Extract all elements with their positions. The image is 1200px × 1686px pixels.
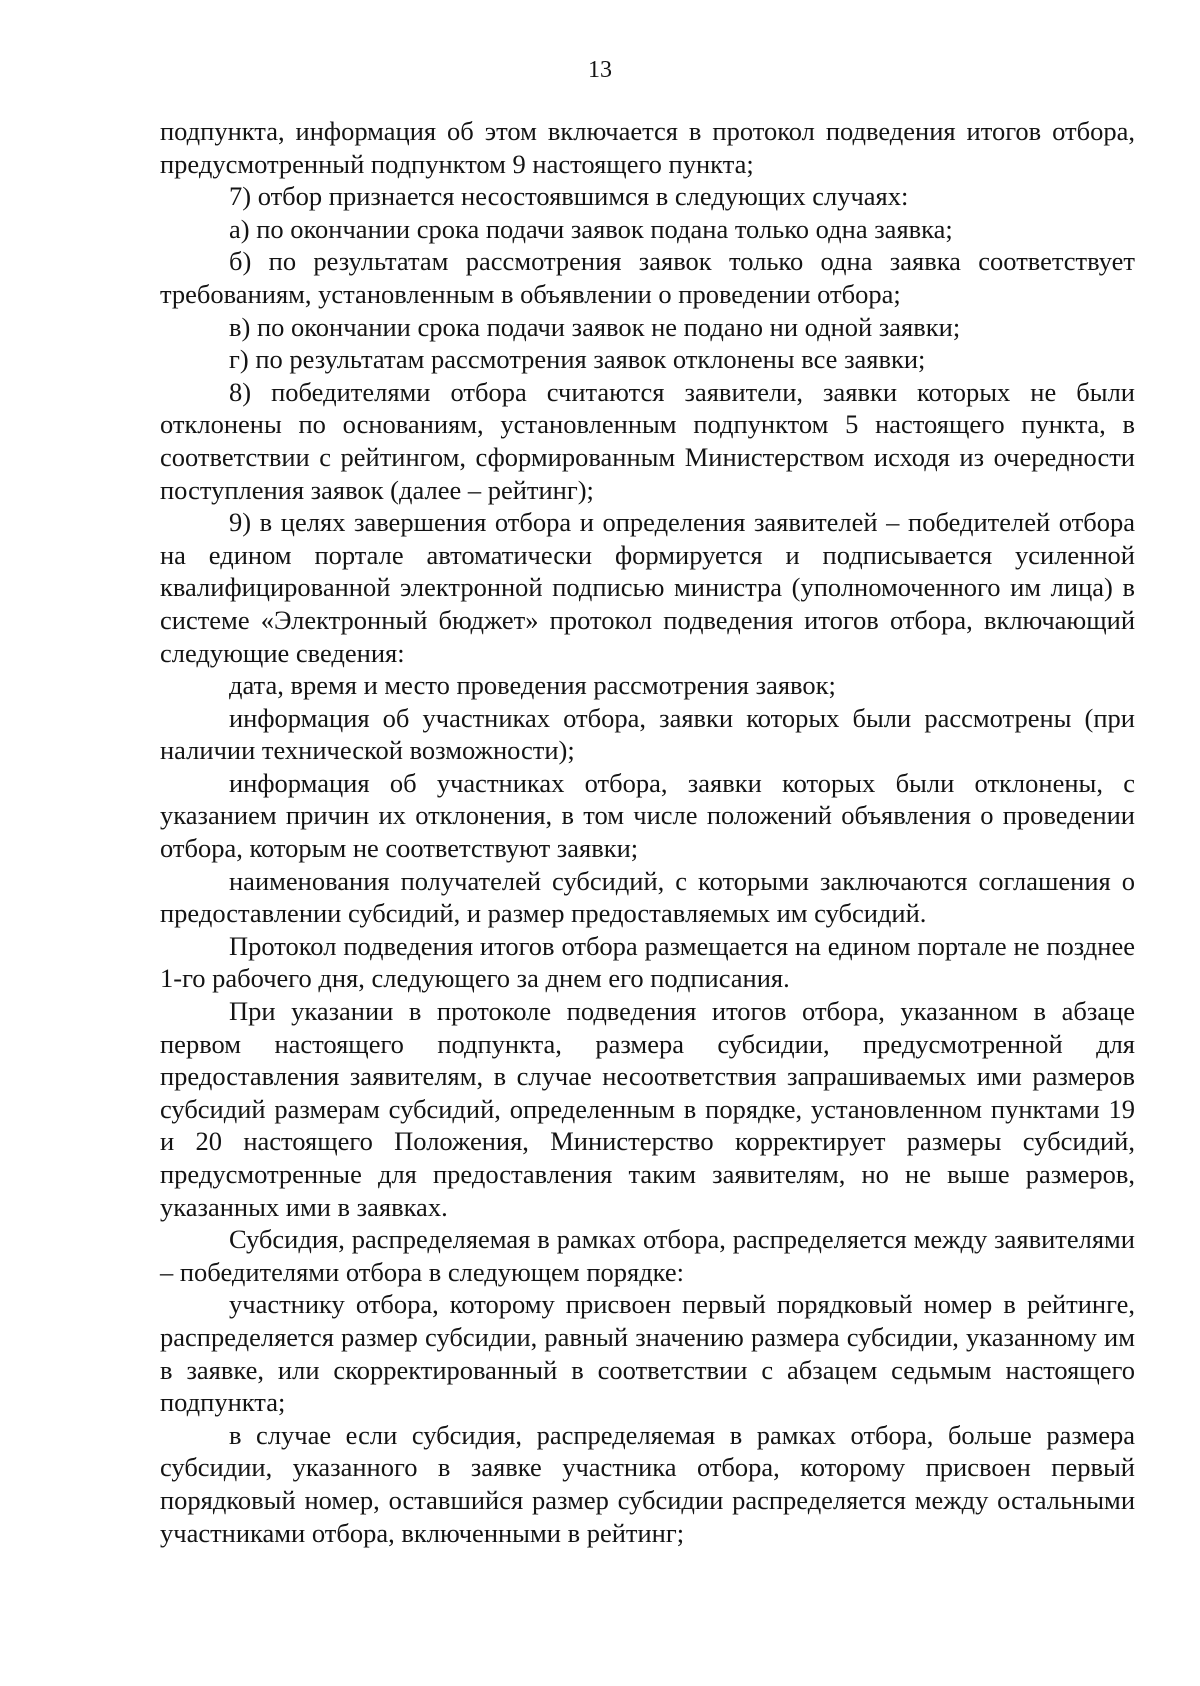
paragraph-remaining-distribution: в случае если субсидия, распределяемая в рамках отбора, больше размера субсидии, указанного в заявке участника отбора, которому присвоен первый порядковый номер, оставшийся размер субсидии распределяется между остальными участниками отбора, включенными в рейтинг; xyxy=(160,1419,1135,1548)
paragraph-item-7a: а) по окончании срока подачи заявок подана только одна заявка; xyxy=(229,213,953,244)
paragraph-subsidy-correction: При указании в протоколе подведения итогов отбора, указанном в абзаце первом настоящего подпункта, размера субсидии, предусмотренной для предоставления заявителям, в случае несоответствия запрашиваемых ими размеров субсидий размерам субсидий, определенным в порядке, установленном пунктами 19 и 20 настоящего Положения, Министерство корректирует размеры субсидий, предусмотренные для предоставления таким заявителям, но не выше размеров, указанных ими в заявках. xyxy=(160,996,1135,1222)
paragraph-protocol-publication: Протокол подведения итогов отбора размещается на едином портале не позднее 1-го рабочего дня, следующего за днем его подписания. xyxy=(160,930,1135,994)
paragraph-item-8: 8) победителями отбора считаются заявители, заявки которых не были отклонены по основаниям, установленным подпунктом 5 настоящего пункта, в соответствии с рейтингом, сформированным Министерством исходя из очередности поступления заявок (далее – рейтинг); xyxy=(160,376,1135,505)
paragraph-subsidy-distribution: Субсидия, распределяемая в рамках отбора, распределяется между заявителями – победителями отбора в следующем порядке: xyxy=(160,1224,1135,1287)
paragraph-item-7b: б) по результатам рассмотрения заявок только одна заявка соответствует требованиям, установленным в объявлении о проведении отбора; xyxy=(160,246,1135,309)
paragraph-item-7v: в) по окончании срока подачи заявок не подано ни одной заявки; xyxy=(229,311,961,342)
paragraph-protocol-reviewed: информация об участниках отбора, заявки которых были рассмотрены (при наличии технической возможности); xyxy=(160,702,1135,766)
paragraph-item-9: 9) в целях завершения отбора и определения заявителей – победителей отбора на едином портале автоматически формируется и подписывается усиленной квалифицированной электронной подписью министра (уполномоченного им лица) в системе «Электронный бюджет» протокол подведения итогов отбора, включающий следующие сведения: xyxy=(160,507,1135,668)
paragraph-protocol-date: дата, время и место проведения рассмотрения заявок; xyxy=(229,670,836,701)
paragraph-protocol-rejected: информация об участниках отбора, заявки которых были отклонены, с указанием причин их отклонения, в том числе положений объявления о проведении отбора, которым не соответствуют заявки; xyxy=(160,767,1135,864)
paragraph-protocol-recipients: наименования получателей субсидий, с которыми заключаются соглашения о предоставлении субсидий, и размер предоставляемых им субсидий. xyxy=(160,865,1135,929)
paragraph-subpoint-continuation: подпункта, информация об этом включается в протокол подведения итогов отбора, предусмотренный подпунктом 9 настоящего пункта; xyxy=(160,116,1135,179)
page-number: 13 xyxy=(588,57,612,83)
paragraph-first-rank-participant: участнику отбора, которому присвоен первый порядковый номер в рейтинге, распределяется размер субсидии, равный значению размера субсидии, указанному им в заявке, или скорректированный в соответствии с абзацем седьмым настоящего подпункта; xyxy=(160,1289,1135,1418)
paragraph-item-7: 7) отбор признается несостоявшимся в следующих случаях: xyxy=(229,181,909,212)
document-body xyxy=(160,115,1135,1549)
paragraph-item-7g: г) по результатам рассмотрения заявок отклонены все заявки; xyxy=(229,344,926,375)
